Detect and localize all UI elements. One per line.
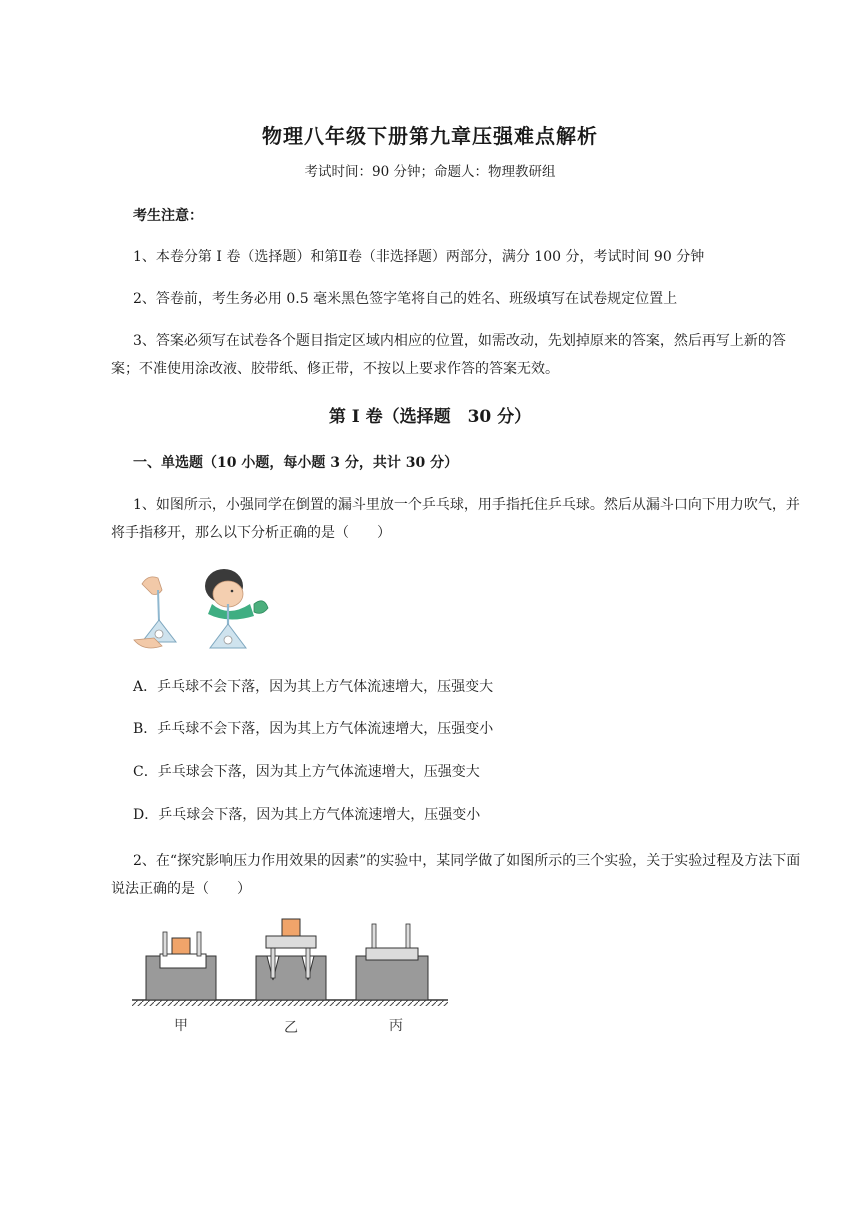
- question-1-option-d[interactable]: D．乒乓球会下落，因为其上方气体流速增大，压强变小: [133, 807, 481, 823]
- figure-label-bing: 丙: [389, 1018, 403, 1034]
- exam-subtitle: 考试时间：90 分钟；命题人：物理教研组: [304, 164, 556, 180]
- notice-item-1: 1、本卷分第 I 卷（选择题）和第Ⅱ卷（非选择题）两部分，满分 100 分，考试时间 90 分钟: [133, 249, 705, 265]
- question-1-figure: [128, 560, 273, 655]
- notice-item-3: 3、答案必须写在试卷各个题目指定区域内相应的位置，如需改动，先划掉原来的答案，然后再写上新的答案；不准使用涂改液、胶带纸、修正带，不按以上要求作答的答案无效。: [111, 333, 786, 377]
- question-1-option-c[interactable]: C．乒乓球会下落，因为其上方气体流速增大，压强变大: [133, 764, 480, 780]
- experiment-bing: [356, 924, 428, 1000]
- question-1-option-a[interactable]: A．乒乓球不会下落，因为其上方气体流速增大，压强变大: [133, 679, 494, 695]
- notice-item-2: 2、答卷前，考生务必用 0.5 毫米黑色签字笔将自己的姓名、班级填写在试卷规定位置上: [133, 291, 678, 307]
- question-2-figure: [130, 912, 450, 1042]
- experiment-jia: [146, 932, 216, 1000]
- exam-title: 物理八年级下册第九章压强难点解析: [262, 124, 598, 148]
- subsection-title: 一、单选题（10 小题，每小题 3 分，共计 30 分）: [133, 455, 459, 471]
- figure-label-yi: 乙: [284, 1020, 298, 1036]
- question-2-stem: 2、在“探究影响压力作用效果的因素”的实验中，某同学做了如图所示的三个实验，关于实验过程及方法下面说法正确的是（ ）: [111, 853, 801, 897]
- section-title: 第 I 卷（选择题 30 分）: [328, 407, 532, 427]
- experiment-yi: [256, 919, 326, 1000]
- notice-heading: 考生注意：: [133, 208, 203, 224]
- question-1-option-b[interactable]: B．乒乓球不会下落，因为其上方气体流速增大，压强变小: [133, 721, 494, 737]
- question-1-stem: 1、如图所示，小强同学在倒置的漏斗里放一个乒乓球，用手指托住乒乓球。然后从漏斗口向下用力吹气，并将手指移开，那么以下分析正确的是（ ）: [111, 497, 800, 541]
- figure-label-jia: 甲: [174, 1018, 188, 1034]
